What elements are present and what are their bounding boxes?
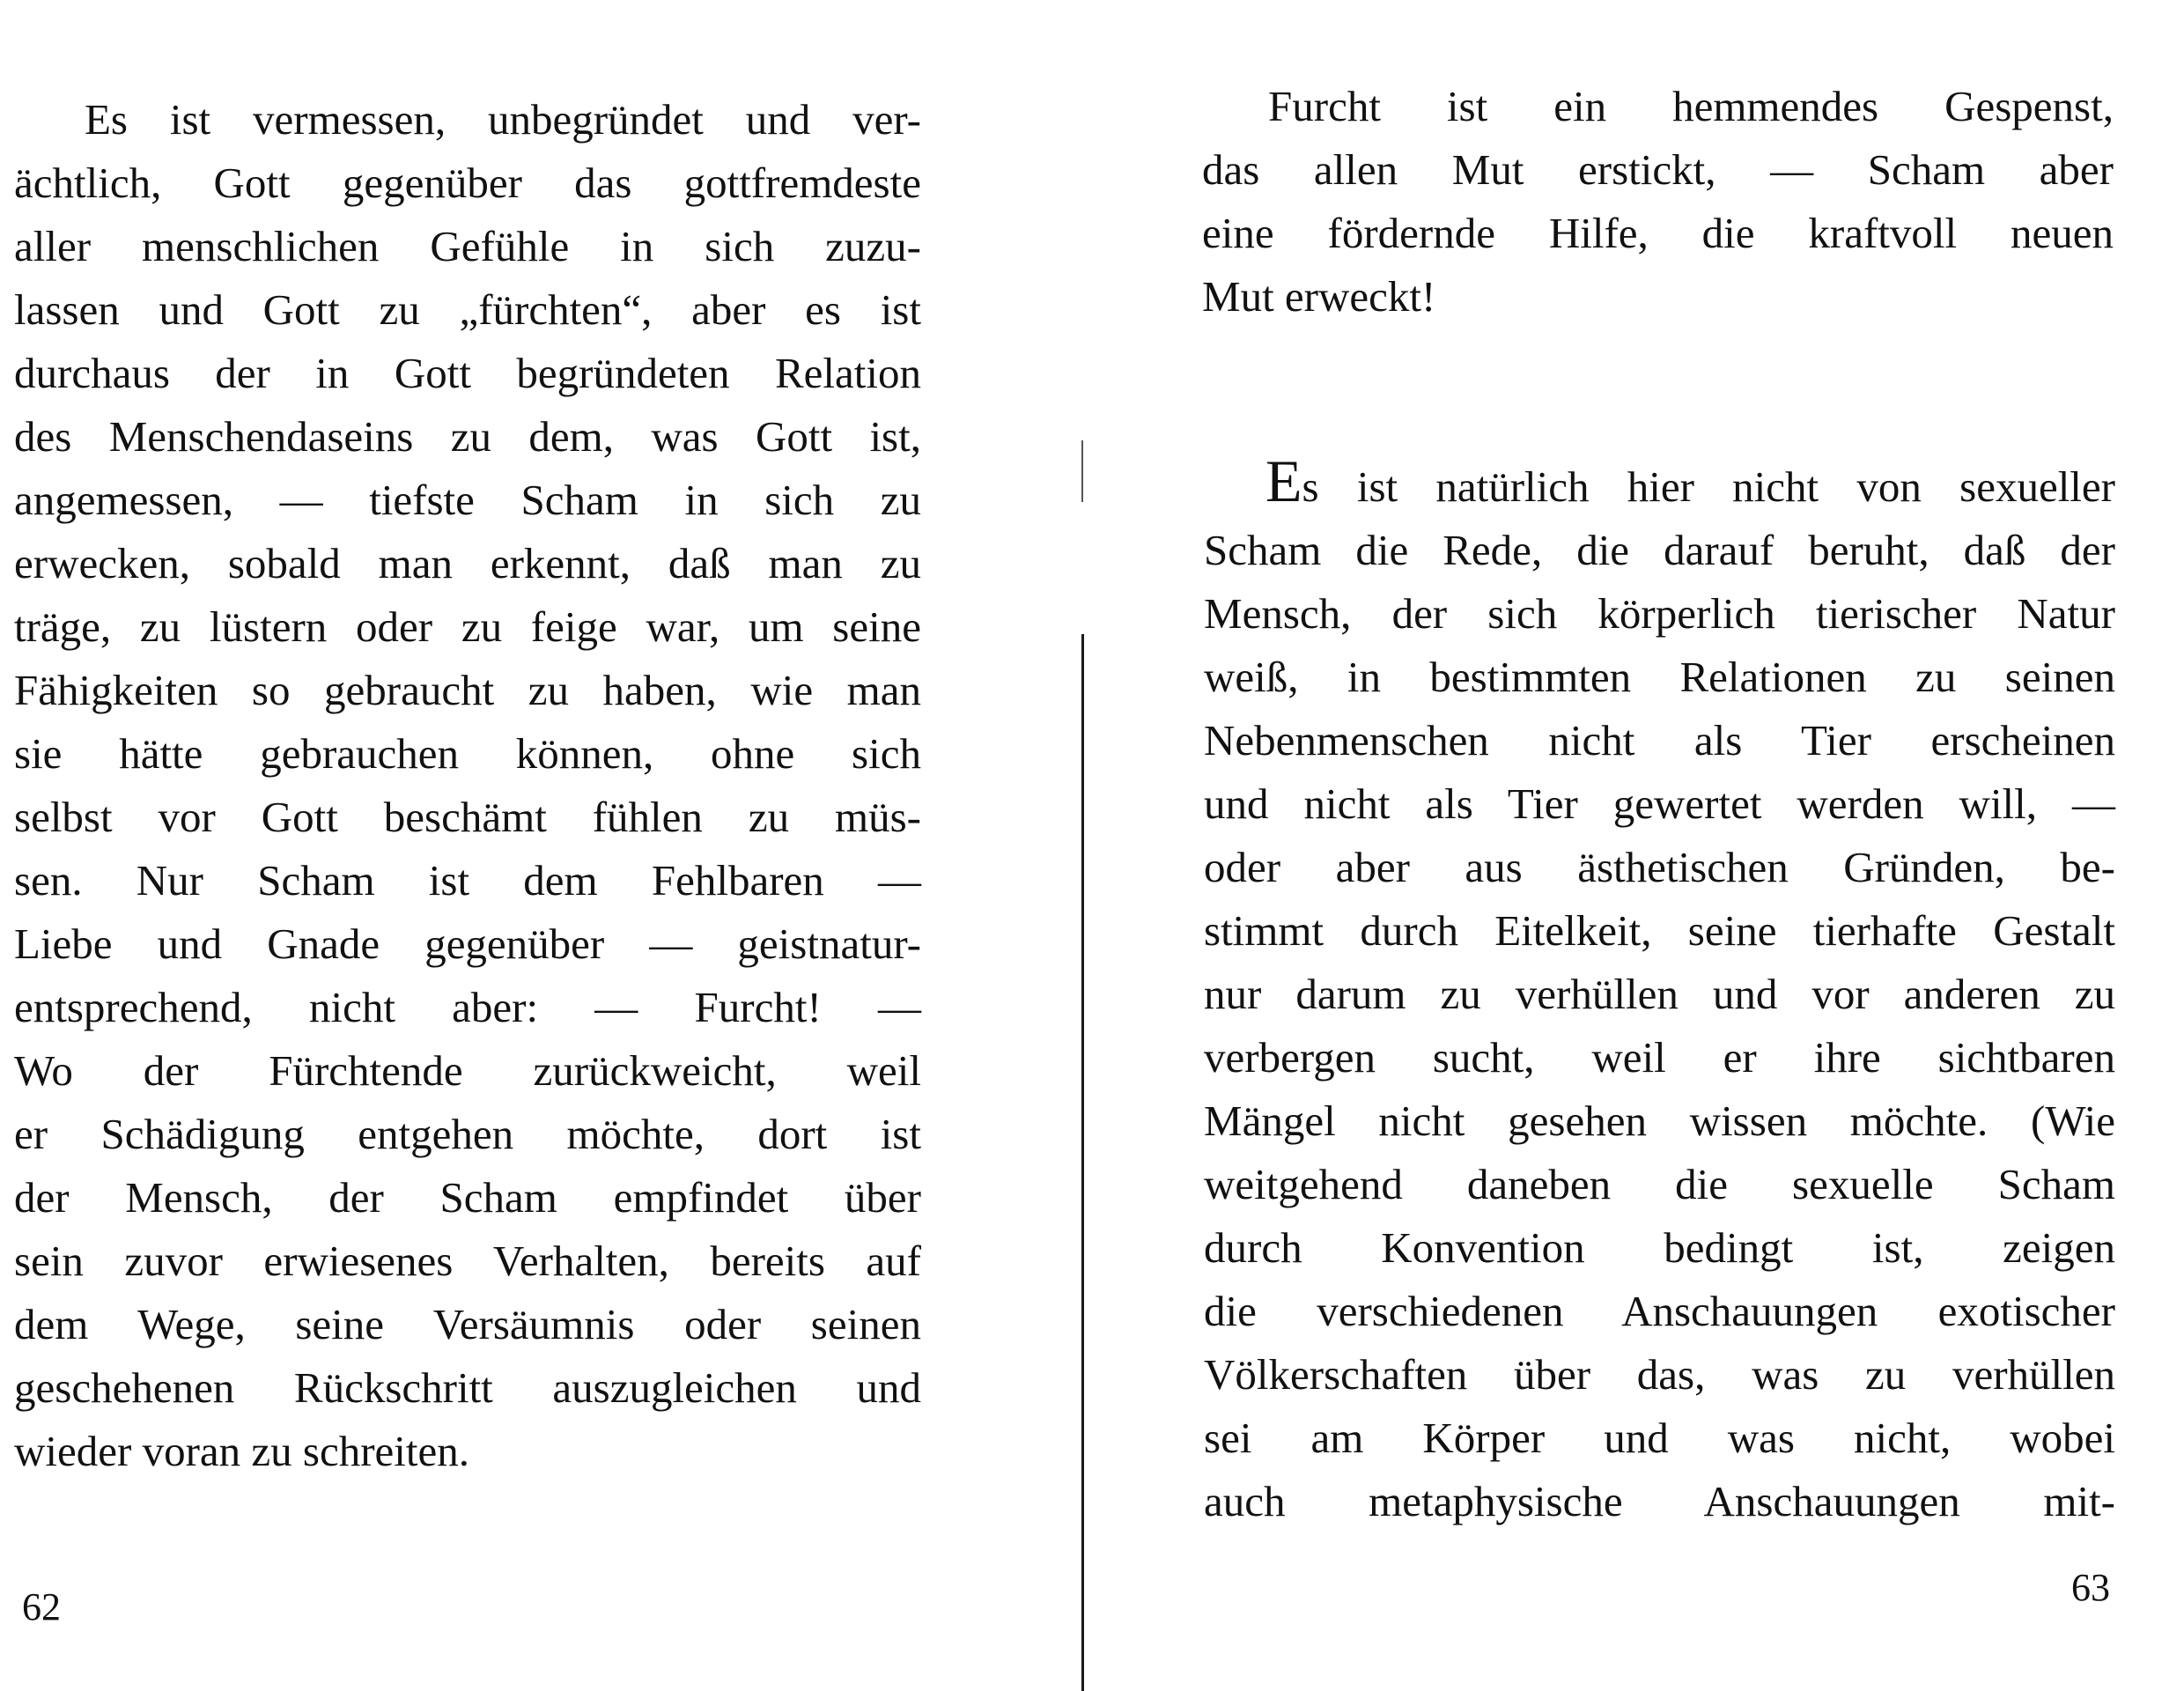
left-page-text [14,88,921,1483]
text-line: stimmt durch Eitelkeit, seine tierhafte Gestalt [1204,906,2115,955]
page-number-left: 62 [22,1585,61,1628]
text-line: wieder voran zu schreiten. [14,1427,469,1475]
text-line: durch Konvention bedingt ist, zeigen [1204,1223,2115,1272]
text-line: Mensch, der sich körperlich tierischer Natur [1204,589,2115,638]
text-line: er Schädigung entgehen möchte, dort ist [14,1110,921,1158]
text-line: verbergen sucht, weil er ihre sichtbaren [1204,1033,2115,1082]
text-line: Wo der Fürchtende zurückweicht, weil [14,1046,921,1095]
text-line: Furcht ist ein hemmendes Gespenst, [1268,82,2114,130]
text-line: der Mensch, der Scham empfindet über [14,1173,921,1222]
text-line: Fähigkeiten so gebraucht zu haben, wie man [14,666,921,714]
text-line: eine fördernde Hilfe, die kraftvoll neuen [1202,209,2114,257]
text-line: die verschiedenen Anschauungen exotischer [1204,1287,2115,1335]
text-line: träge, zu lüstern oder zu feige war, um seine [14,602,921,651]
text-line: sein zuvor erwiesenes Verhalten, bereits auf [14,1237,921,1285]
text-line-first [1204,449,2115,519]
text-line: entsprechend, nicht aber: — Furcht! — [14,983,921,1031]
text-line: das allen Mut erstickt, — Scham aber [1202,145,2114,194]
page-number-right: 63 [2071,1566,2110,1609]
book-gutter [1081,634,1084,1691]
first-line-text: s ist natürlich hier nicht von sexueller [1302,462,2115,511]
text-line: sei am Körper und was nicht, wobei [1204,1414,2115,1462]
text-line: des Menschendaseins zu dem, was Gott ist, [14,412,921,461]
text-line: Nebenmenschen nicht als Tier erscheinen [1204,716,2115,764]
text-line: angemessen, — tiefste Scham in sich zu [14,476,921,524]
drop-cap: E [1265,447,1302,514]
text-line: oder aber aus ästhetischen Gründen, be- [1204,843,2115,891]
text-line: nur darum zu verhüllen und vor anderen zu [1204,970,2115,1018]
gutter-mark [1081,440,1083,502]
text-line: Scham die Rede, die darauf beruht, daß der [1204,526,2115,574]
right-paragraph-1 [1202,75,2114,329]
text-line: Liebe und Gnade gegenüber — geistnatur- [14,919,921,968]
right-page [1092,0,2184,1691]
text-line: Völkerschaften über das, was zu verhüllen [1204,1350,2115,1399]
text-line: ächtlich, Gott gegenüber das gottfremdeste [14,159,921,207]
text-line: sie hätte gebrauchen können, ohne sich [14,729,921,778]
text-line: dem Wege, seine Versäumnis oder seinen [14,1300,921,1348]
left-page [0,0,1066,1691]
text-line: Mängel nicht gesehen wissen möchte. (Wie [1204,1097,2115,1145]
text-line: sen. Nur Scham ist dem Fehlbaren — [14,856,921,905]
text-line: geschehenen Rückschritt auszugleichen und [14,1363,921,1412]
text-line: aller menschlichen Gefühle in sich zuzu- [14,222,921,270]
text-line: erwecken, sobald man erkennt, daß man zu [14,539,921,587]
right-paragraph-2 [1204,449,2115,1533]
text-line: und nicht als Tier gewertet werden will, — [1204,779,2115,828]
text-line: weiß, in bestimmten Relationen zu seinen [1204,653,2115,701]
text-line: durchaus der in Gott begründeten Relation [14,349,921,397]
text-line: weitgehend daneben die sexuelle Scham [1204,1160,2115,1208]
text-line: selbst vor Gott beschämt fühlen zu müs- [14,793,921,841]
text-line: Es ist vermessen, unbegründet und ver- [85,95,921,144]
text-line: lassen und Gott zu „fürchten“, aber es ist [14,285,921,334]
text-line: Mut erweckt! [1202,272,1436,321]
text-line: auch metaphysische Anschauungen mit- [1204,1477,2115,1525]
